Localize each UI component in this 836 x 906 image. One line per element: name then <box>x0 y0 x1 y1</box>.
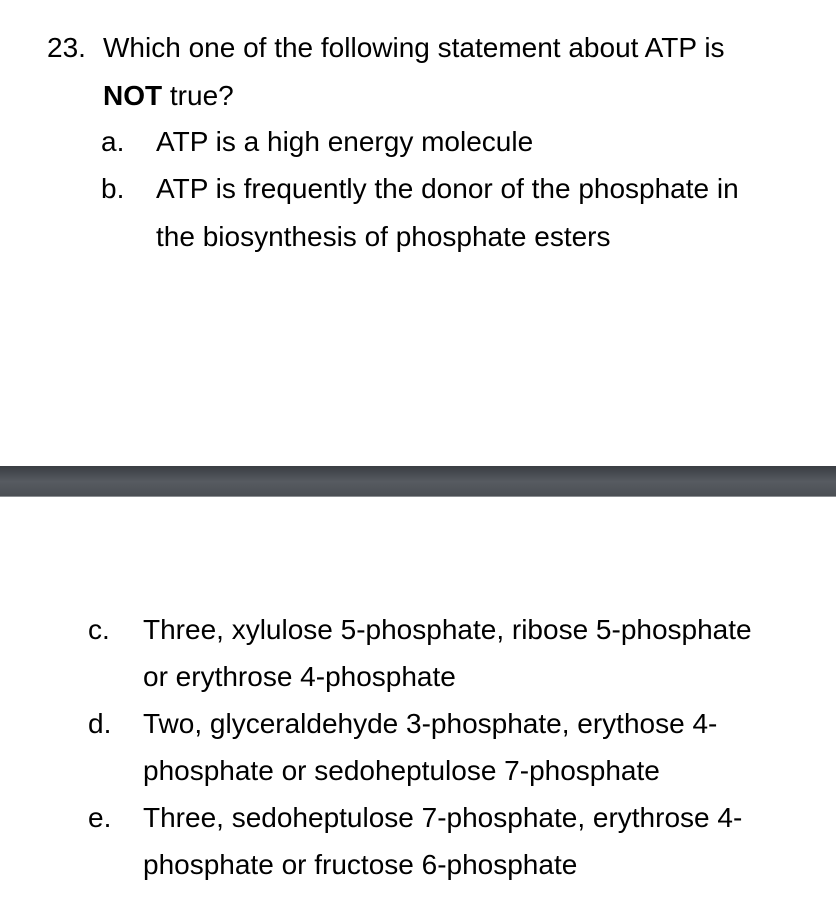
option-text-line: phosphate or sedoheptulose 7-phosphate <box>143 755 660 786</box>
option-text-line: or erythrose 4-phosphate <box>143 661 456 692</box>
option-text-line: phosphate or fructose 6-phosphate <box>143 849 578 880</box>
question-text-line-1: Which one of the following statement about ATP is <box>103 32 725 63</box>
question-emphasis: NOT <box>103 80 163 111</box>
option-text-line: ATP is frequently the donor of the phosphate in <box>156 173 739 204</box>
option-text-line: ATP is a high energy molecule <box>156 126 534 157</box>
option-letter: b. <box>101 173 125 204</box>
option-text-line: Three, xylulose 5-phosphate, ribose 5-phosphate <box>143 614 752 645</box>
option-letter: e. <box>88 802 112 833</box>
question-number: 23. <box>47 32 86 63</box>
option-letter: c. <box>88 614 110 645</box>
option-text-line: Three, sedoheptulose 7-phosphate, erythrose 4- <box>143 802 743 833</box>
option-letter: d. <box>88 708 112 739</box>
screen-divider-bar <box>0 466 836 497</box>
question-text-rest: true? <box>162 80 234 111</box>
option-text-line: the biosynthesis of phosphate esters <box>156 221 611 252</box>
option-text-line: Two, glyceraldehyde 3-phosphate, erythose 4- <box>143 708 718 739</box>
option-letter: a. <box>101 126 125 157</box>
question-text-line-2 <box>103 79 234 113</box>
